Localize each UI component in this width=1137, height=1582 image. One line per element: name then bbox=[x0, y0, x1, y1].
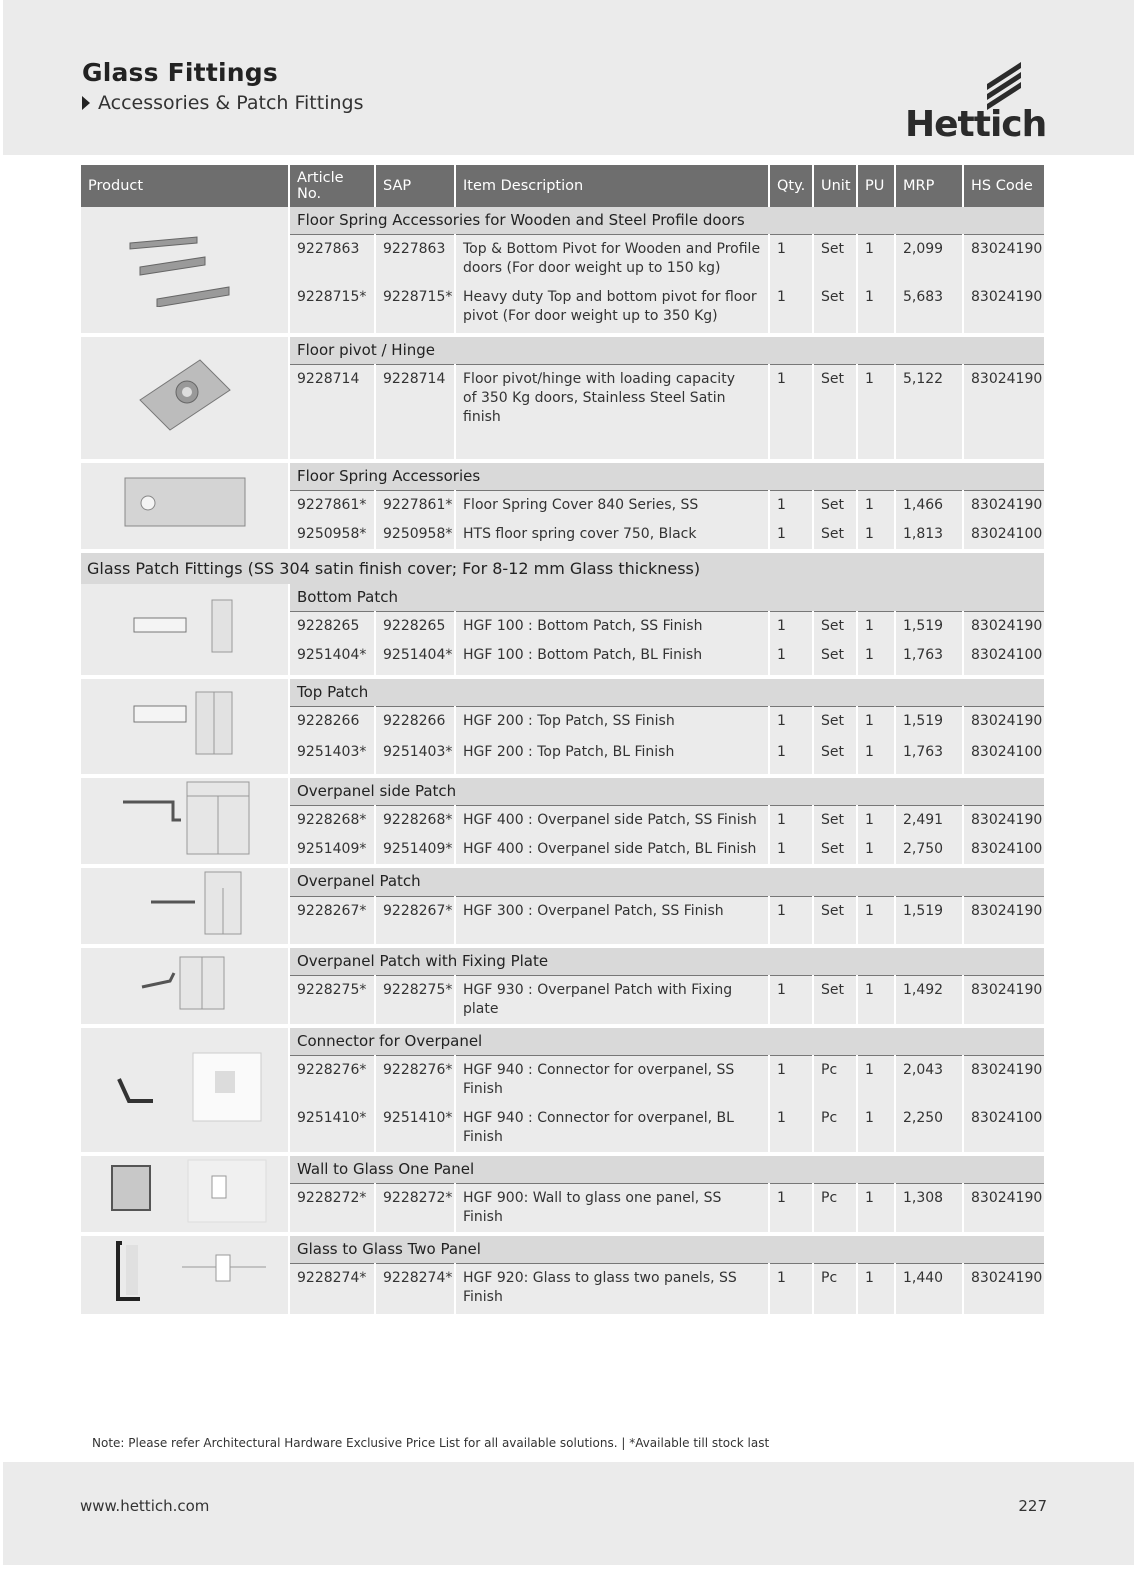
unit: Pc bbox=[813, 1056, 857, 1105]
sap-no: 9228267* bbox=[375, 896, 455, 946]
section-title: Overpanel Patch bbox=[289, 866, 1045, 896]
col-header: PU bbox=[857, 165, 895, 207]
unit: Set bbox=[813, 976, 857, 1027]
sap-no: 9228715* bbox=[375, 283, 455, 335]
mrp: 1,813 bbox=[895, 520, 963, 551]
article-no: 9251409* bbox=[289, 835, 375, 866]
pu: 1 bbox=[857, 490, 895, 520]
item-description bbox=[455, 235, 769, 284]
article-no: 9228275* bbox=[289, 976, 375, 1027]
product-image-bottom-patch bbox=[81, 584, 289, 677]
product-image-overpanel-side-patch bbox=[81, 776, 289, 866]
qty: 1 bbox=[769, 520, 813, 551]
article-no: 9228265 bbox=[289, 611, 375, 641]
hs-code: 83024100 bbox=[963, 641, 1045, 677]
group-title: Glass Patch Fittings (SS 304 satin finish cover; For 8-12 mm Glass thickness) bbox=[81, 551, 1045, 584]
section-header-row bbox=[81, 584, 1045, 612]
hs-code: 83024190 bbox=[963, 611, 1045, 641]
hs-code: 83024100 bbox=[963, 520, 1045, 551]
sap-no: 9228265 bbox=[375, 611, 455, 641]
article-no: 9228276* bbox=[289, 1056, 375, 1105]
mrp: 1,519 bbox=[895, 611, 963, 641]
sap-no: 9228276* bbox=[375, 1056, 455, 1105]
section-title: Top Patch bbox=[289, 677, 1045, 707]
page-title: Glass Fittings bbox=[82, 58, 278, 87]
qty: 1 bbox=[769, 283, 813, 335]
mrp: 1,492 bbox=[895, 976, 963, 1027]
hs-code: 83024190 bbox=[963, 1184, 1045, 1235]
hs-code: 83024100 bbox=[963, 1104, 1045, 1154]
mrp: 1,440 bbox=[895, 1264, 963, 1314]
col-header: MRP bbox=[895, 165, 963, 207]
unit: Pc bbox=[813, 1104, 857, 1154]
qty: 1 bbox=[769, 1264, 813, 1314]
pu: 1 bbox=[857, 611, 895, 641]
item-description: HGF 100 : Bottom Patch, SS Finish bbox=[455, 611, 769, 641]
item-description: HGF 100 : Bottom Patch, BL Finish bbox=[455, 641, 769, 677]
product-image-glass-to-glass bbox=[81, 1234, 289, 1314]
desc-line: doors (For door weight up to 150 kg) bbox=[463, 260, 721, 276]
pu: 1 bbox=[857, 520, 895, 551]
hs-code: 83024190 bbox=[963, 1264, 1045, 1314]
qty: 1 bbox=[769, 1056, 813, 1105]
item-description bbox=[455, 283, 769, 335]
section-header-row bbox=[81, 1154, 1045, 1184]
qty: 1 bbox=[769, 1184, 813, 1235]
unit: Set bbox=[813, 283, 857, 335]
qty: 1 bbox=[769, 976, 813, 1027]
section-title: Connector for Overpanel bbox=[289, 1026, 1045, 1056]
hs-code: 83024190 bbox=[963, 365, 1045, 461]
sap-no: 9251403* bbox=[375, 738, 455, 776]
item-description: HGF 920: Glass to glass two panels, SS Finish bbox=[455, 1264, 769, 1314]
qty: 1 bbox=[769, 611, 813, 641]
sap-no: 9227863 bbox=[375, 235, 455, 284]
hs-code: 83024100 bbox=[963, 835, 1045, 866]
hs-code: 83024190 bbox=[963, 1056, 1045, 1105]
item-description: HGF 400 : Overpanel side Patch, SS Finish bbox=[455, 806, 769, 836]
section-header-row bbox=[81, 776, 1045, 806]
qty: 1 bbox=[769, 641, 813, 677]
price-table bbox=[81, 165, 1046, 1314]
hs-code: 83024190 bbox=[963, 706, 1045, 738]
col-header: Unit bbox=[813, 165, 857, 207]
mrp: 5,683 bbox=[895, 283, 963, 335]
mrp: 2,099 bbox=[895, 235, 963, 284]
footer-website-link[interactable]: www.hettich.com bbox=[80, 1497, 210, 1515]
mrp: 2,250 bbox=[895, 1104, 963, 1154]
article-no: 9227861* bbox=[289, 490, 375, 520]
hs-code: 83024190 bbox=[963, 283, 1045, 335]
pu: 1 bbox=[857, 806, 895, 836]
mrp: 1,466 bbox=[895, 490, 963, 520]
section-header-row bbox=[81, 461, 1045, 491]
col-header: Item Description bbox=[455, 165, 769, 207]
article-no: 9251410* bbox=[289, 1104, 375, 1154]
unit: Set bbox=[813, 490, 857, 520]
hs-code: 83024190 bbox=[963, 976, 1045, 1027]
sap-no: 9228714 bbox=[375, 365, 455, 461]
article-no: 9227863 bbox=[289, 235, 375, 284]
page-subtitle bbox=[82, 92, 363, 114]
unit: Set bbox=[813, 738, 857, 776]
desc-line: pivot (For door weight up to 350 Kg) bbox=[463, 308, 718, 324]
pu: 1 bbox=[857, 706, 895, 738]
logo-wordmark: Hettich bbox=[905, 104, 1047, 145]
pu: 1 bbox=[857, 1104, 895, 1154]
section-title: Overpanel Patch with Fixing Plate bbox=[289, 946, 1045, 976]
mrp: 2,043 bbox=[895, 1056, 963, 1105]
product-image-floor-pivot bbox=[81, 335, 289, 461]
unit: Set bbox=[813, 611, 857, 641]
sap-no: 9228266 bbox=[375, 706, 455, 738]
section-title: Floor pivot / Hinge bbox=[289, 335, 1045, 365]
desc-line: Floor pivot/hinge with loading capacity bbox=[463, 371, 735, 387]
mrp: 2,491 bbox=[895, 806, 963, 836]
item-description: HGF 900: Wall to glass one panel, SS Finish bbox=[455, 1184, 769, 1235]
unit: Set bbox=[813, 520, 857, 551]
unit: Pc bbox=[813, 1184, 857, 1235]
sap-no: 9251410* bbox=[375, 1104, 455, 1154]
product-image-spring-cover bbox=[81, 461, 289, 551]
unit: Set bbox=[813, 806, 857, 836]
qty: 1 bbox=[769, 365, 813, 461]
section-header-row bbox=[81, 207, 1045, 235]
item-description: Floor Spring Cover 840 Series, SS bbox=[455, 490, 769, 520]
col-header: Product bbox=[81, 165, 289, 207]
qty: 1 bbox=[769, 235, 813, 284]
item-description: HGF 940 : Connector for overpanel, SS Finish bbox=[455, 1056, 769, 1105]
desc-line: Heavy duty Top and bottom pivot for floor bbox=[463, 289, 757, 305]
section-header-row bbox=[81, 1234, 1045, 1264]
section-header-row bbox=[81, 946, 1045, 976]
hs-code: 83024190 bbox=[963, 235, 1045, 284]
article-no: 9251404* bbox=[289, 641, 375, 677]
hs-code: 83024100 bbox=[963, 738, 1045, 776]
triangle-right-icon bbox=[82, 96, 90, 110]
unit: Set bbox=[813, 641, 857, 677]
pu: 1 bbox=[857, 896, 895, 946]
col-header: Article No. bbox=[289, 165, 375, 207]
item-description: HGF 930 : Overpanel Patch with Fixing plate bbox=[455, 976, 769, 1027]
product-image-connector bbox=[81, 1026, 289, 1154]
mrp: 1,519 bbox=[895, 706, 963, 738]
subtitle-text: Accessories & Patch Fittings bbox=[98, 92, 364, 114]
group-header-row bbox=[81, 551, 1045, 584]
article-no: 9228272* bbox=[289, 1184, 375, 1235]
table-header-row bbox=[81, 165, 1045, 207]
pu: 1 bbox=[857, 235, 895, 284]
item-description: HGF 200 : Top Patch, SS Finish bbox=[455, 706, 769, 738]
unit: Set bbox=[813, 706, 857, 738]
pu: 1 bbox=[857, 641, 895, 677]
article-no: 9228714 bbox=[289, 365, 375, 461]
pu: 1 bbox=[857, 738, 895, 776]
article-no: 9251403* bbox=[289, 738, 375, 776]
pu: 1 bbox=[857, 1264, 895, 1314]
hs-code: 83024190 bbox=[963, 896, 1045, 946]
product-image-wall-to-glass bbox=[81, 1154, 289, 1234]
col-header: Qty. bbox=[769, 165, 813, 207]
article-no: 9228266 bbox=[289, 706, 375, 738]
article-no: 9228715* bbox=[289, 283, 375, 335]
section-title: Bottom Patch bbox=[289, 584, 1045, 612]
qty: 1 bbox=[769, 738, 813, 776]
article-no: 9228274* bbox=[289, 1264, 375, 1314]
pu: 1 bbox=[857, 1184, 895, 1235]
product-image-top-patch bbox=[81, 677, 289, 777]
item-description: HGF 200 : Top Patch, BL Finish bbox=[455, 738, 769, 776]
section-title: Overpanel side Patch bbox=[289, 776, 1045, 806]
section-header-row bbox=[81, 677, 1045, 707]
mrp: 2,750 bbox=[895, 835, 963, 866]
mrp: 5,122 bbox=[895, 365, 963, 461]
unit: Pc bbox=[813, 1264, 857, 1314]
pu: 1 bbox=[857, 976, 895, 1027]
section-title: Floor Spring Accessories bbox=[289, 461, 1045, 491]
desc-line: Top & Bottom Pivot for Wooden and Profile bbox=[463, 241, 761, 257]
mrp: 1,763 bbox=[895, 641, 963, 677]
pu: 1 bbox=[857, 1056, 895, 1105]
qty: 1 bbox=[769, 490, 813, 520]
section-title: Floor Spring Accessories for Wooden and Steel Profile doors bbox=[289, 207, 1045, 235]
item-description: HGF 400 : Overpanel side Patch, BL Finish bbox=[455, 835, 769, 866]
hs-code: 83024190 bbox=[963, 490, 1045, 520]
item-description: HGF 940 : Connector for overpanel, BL Finish bbox=[455, 1104, 769, 1154]
qty: 1 bbox=[769, 1104, 813, 1154]
mrp: 1,308 bbox=[895, 1184, 963, 1235]
pu: 1 bbox=[857, 365, 895, 461]
sap-no: 9228274* bbox=[375, 1264, 455, 1314]
hs-code: 83024190 bbox=[963, 806, 1045, 836]
article-no: 9228268* bbox=[289, 806, 375, 836]
footnote: Note: Please refer Architectural Hardware Exclusive Price List for all available solutions. | *Available till stock last bbox=[92, 1436, 770, 1450]
section-title: Glass to Glass Two Panel bbox=[289, 1234, 1045, 1264]
unit: Set bbox=[813, 835, 857, 866]
col-header: HS Code bbox=[963, 165, 1045, 207]
sap-no: 9228272* bbox=[375, 1184, 455, 1235]
article-no: 9228267* bbox=[289, 896, 375, 946]
sap-no: 9251409* bbox=[375, 835, 455, 866]
mrp: 1,763 bbox=[895, 738, 963, 776]
unit: Set bbox=[813, 365, 857, 461]
qty: 1 bbox=[769, 835, 813, 866]
section-header-row bbox=[81, 335, 1045, 365]
product-image-overpanel-patch bbox=[81, 866, 289, 946]
item-description: HGF 300 : Overpanel Patch, SS Finish bbox=[455, 896, 769, 946]
pu: 1 bbox=[857, 283, 895, 335]
sap-no: 9227861* bbox=[375, 490, 455, 520]
section-header-row bbox=[81, 866, 1045, 896]
unit: Set bbox=[813, 235, 857, 284]
mrp: 1,519 bbox=[895, 896, 963, 946]
item-description: HTS floor spring cover 750, Black bbox=[455, 520, 769, 551]
sap-no: 9228275* bbox=[375, 976, 455, 1027]
unit: Set bbox=[813, 896, 857, 946]
qty: 1 bbox=[769, 806, 813, 836]
brand-logo bbox=[905, 60, 1045, 145]
col-header: SAP bbox=[375, 165, 455, 207]
product-image-pivots bbox=[81, 207, 289, 335]
sap-no: 9251404* bbox=[375, 641, 455, 677]
product-image-fixing-plate bbox=[81, 946, 289, 1026]
article-no: 9250958* bbox=[289, 520, 375, 551]
page-number: 227 bbox=[1018, 1497, 1047, 1515]
sap-no: 9228268* bbox=[375, 806, 455, 836]
qty: 1 bbox=[769, 706, 813, 738]
item-description bbox=[455, 365, 769, 461]
sap-no: 9250958* bbox=[375, 520, 455, 551]
pu: 1 bbox=[857, 835, 895, 866]
section-header-row bbox=[81, 1026, 1045, 1056]
section-title: Wall to Glass One Panel bbox=[289, 1154, 1045, 1184]
desc-line: of 350 Kg doors, Stainless Steel Satin finish bbox=[463, 390, 726, 425]
qty: 1 bbox=[769, 896, 813, 946]
